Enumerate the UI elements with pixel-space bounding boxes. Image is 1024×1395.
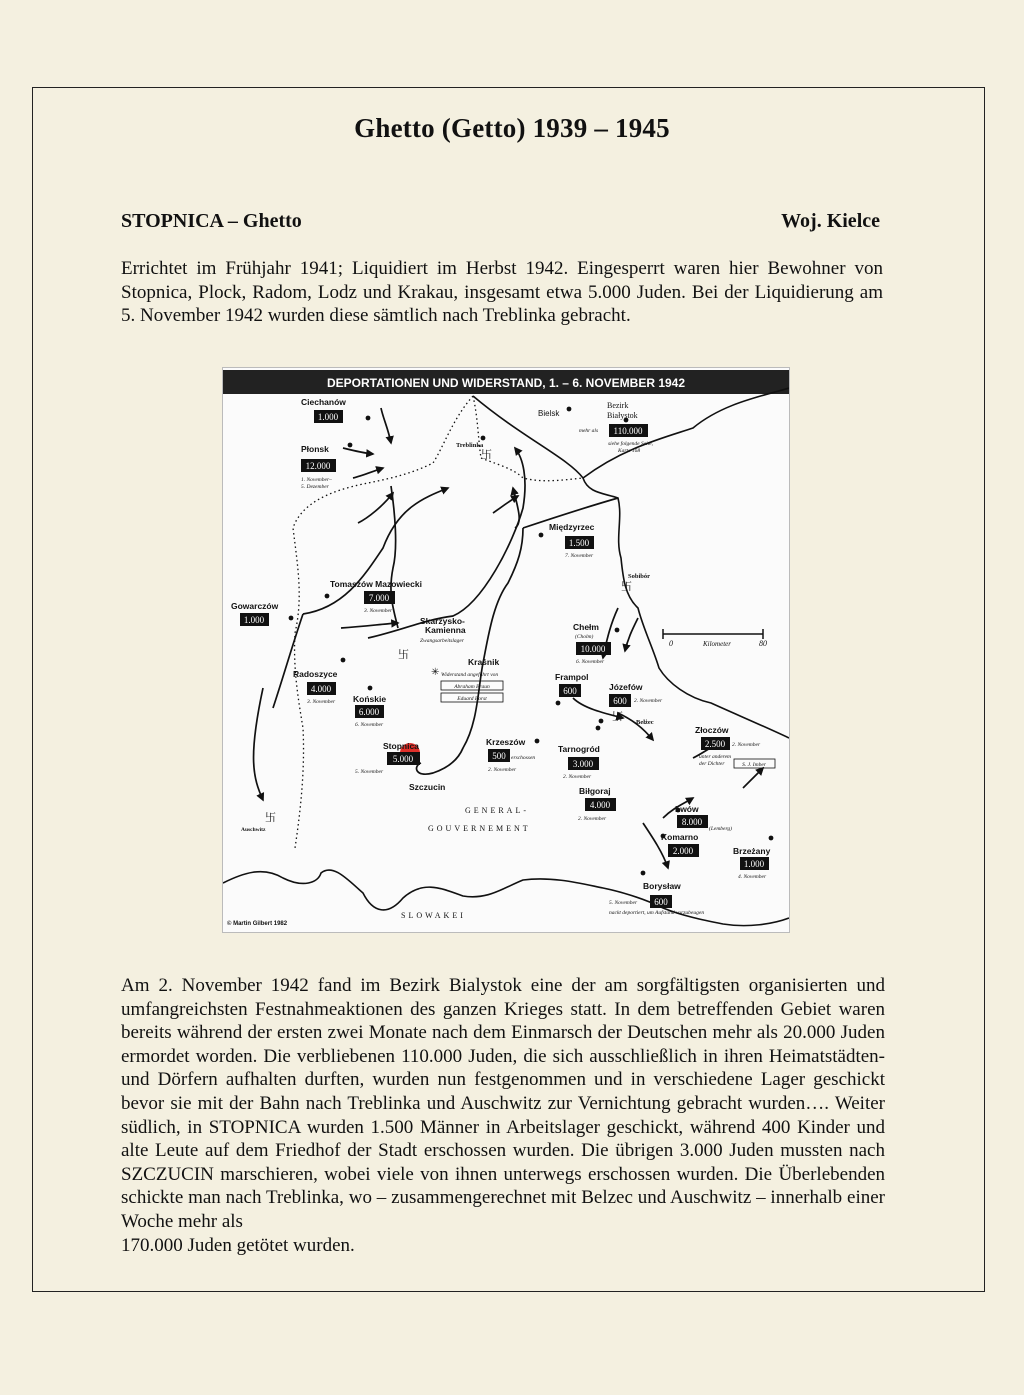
svg-text:3.000: 3.000 xyxy=(572,759,594,769)
svg-text:Sobibór: Sobibór xyxy=(628,573,651,580)
svg-text:卐: 卐 xyxy=(481,449,492,461)
body-paragraph-last-line: 170.000 Juden getötet wurden. xyxy=(121,1234,355,1256)
svg-text:4. November: 4. November xyxy=(738,874,767,880)
map-copyright: © Martin Gilbert 1982 xyxy=(227,921,288,927)
svg-text:1.000: 1.000 xyxy=(243,615,265,625)
svg-text:5. Dezember: 5. Dezember xyxy=(301,484,329,490)
svg-text:卐: 卐 xyxy=(621,581,632,593)
svg-text:(Lemberg): (Lemberg) xyxy=(709,826,733,832)
svg-text:7. November: 7. November xyxy=(565,553,594,559)
svg-text:Tarnogród: Tarnogród xyxy=(558,744,600,754)
svg-text:1.500: 1.500 xyxy=(568,538,590,548)
svg-text:2. November: 2. November xyxy=(563,774,592,780)
svg-text:Skarżysko-: Skarżysko- xyxy=(420,616,465,626)
svg-text:7.000: 7.000 xyxy=(368,593,390,603)
svg-text:Tomaszów Mazowiecki: Tomaszów Mazowiecki xyxy=(330,579,422,589)
svg-text:Międzyrzec: Międzyrzec xyxy=(549,522,595,532)
region-label-top: GENERAL- xyxy=(465,806,529,815)
svg-text:Kilometer: Kilometer xyxy=(703,640,731,648)
svg-text:500: 500 xyxy=(492,751,506,761)
svg-text:5. November: 5. November xyxy=(609,900,638,906)
svg-text:mehr als: mehr als xyxy=(579,428,599,434)
svg-text:110.000: 110.000 xyxy=(613,426,643,436)
svg-text:Abraham Braun: Abraham Braun xyxy=(454,684,490,690)
svg-text:2.000: 2.000 xyxy=(672,846,694,856)
body-paragraph-text: Am 2. November 1942 fand im Bezirk Bialystok eine der am sorgfältigsten organisierten und umfangreichsten Festnahmeaktionen des ganzen Krieges statt. In dem betreffenden Gebiet waren bereits während der ersten zwei Monate nach dem Einmarsch der Deutschen mehr als 20.000 Juden ermordet worden. Die verbliebenen 110.000 Juden, die sich ausschließlich in ihren Heimatstädten- und Dörfern aufhalten durften, wurden nun festgenommen und in verschiedene Lager geschickt bevor sie mit der Bahn nach Treblinka und Auschwitz zur Vernichtung gebracht wurden…. Weiter südlich, in STOPNICA wurden 1.500 Männer in Arbeitslager geschickt, während 400 Kinder und alte Leute auf dem Friedhof der Stadt erschossen wurden. Die übrigen 3.000 Juden mussten nach SZCZUCIN marschieren, wobei viele von ihnen unterwegs erschossen wurden. Die Überlebenden schickte man nach Treblinka, wo – zusammengerechnet mit Belzec und Auschwitz – innerhalb einer Woche mehr als xyxy=(121,975,885,1232)
svg-text:Treblinka: Treblinka xyxy=(456,442,484,449)
svg-text:80: 80 xyxy=(759,639,767,648)
svg-text:Kamienna: Kamienna xyxy=(425,625,466,635)
svg-text:Auschwitz: Auschwitz xyxy=(241,827,266,833)
svg-text:6. November: 6. November xyxy=(576,659,605,665)
svg-text:Bielsk: Bielsk xyxy=(538,409,560,418)
resistance-symbol: ✳ xyxy=(431,667,440,678)
page-title: Ghetto (Getto) 1939 – 1945 xyxy=(354,113,670,143)
svg-text:1.000: 1.000 xyxy=(743,859,765,869)
voivodeship-label: Woj. Kielce xyxy=(781,210,880,232)
svg-text:Eduard Forst: Eduard Forst xyxy=(457,696,487,702)
svg-text:S. J. Imber: S. J. Imber xyxy=(742,762,766,768)
svg-text:1.000: 1.000 xyxy=(317,412,339,422)
svg-text:Biłgoraj: Biłgoraj xyxy=(579,786,611,796)
svg-text:Stopnica: Stopnica xyxy=(383,741,419,751)
svg-text:2. November: 2. November xyxy=(732,742,761,748)
svg-text:der Dichter: der Dichter xyxy=(699,761,725,767)
svg-text:Widerstand angeführt von: Widerstand angeführt von xyxy=(441,672,499,678)
svg-text:600: 600 xyxy=(613,696,627,706)
svg-text:unter anderem: unter anderem xyxy=(699,754,732,760)
svg-text:Bełżec: Bełżec xyxy=(636,719,654,726)
deportation-map xyxy=(222,367,790,933)
svg-text:600: 600 xyxy=(563,686,577,696)
svg-text:(Cholm): (Cholm) xyxy=(575,634,594,640)
svg-text:10.000: 10.000 xyxy=(580,644,606,654)
svg-text:Komarno: Komarno xyxy=(661,832,699,842)
svg-text:Bezirk: Bezirk xyxy=(607,401,629,410)
ghetto-name: STOPNICA – Ghetto xyxy=(121,210,302,232)
svg-text:Krzeszów: Krzeszów xyxy=(486,737,526,747)
svg-text:6.000: 6.000 xyxy=(358,707,380,717)
svg-text:3. November: 3. November xyxy=(307,699,336,705)
svg-text:erschossen: erschossen xyxy=(511,755,536,761)
svg-text:5.000: 5.000 xyxy=(392,754,414,764)
svg-text:Zwangsarbeitslager: Zwangsarbeitslager xyxy=(420,638,465,644)
svg-text:Lwów: Lwów xyxy=(675,804,699,814)
svg-text:卐: 卐 xyxy=(612,711,623,723)
svg-text:Józefów: Józefów xyxy=(609,682,643,692)
svg-text:nackt deportiert, um Aufstand: nackt deportiert, um Aufstand vorzubeugen xyxy=(609,910,705,916)
svg-text:2. November: 2. November xyxy=(578,816,607,822)
svg-text:Złoczów: Złoczów xyxy=(695,725,729,735)
svg-text:2.500: 2.500 xyxy=(704,739,726,749)
svg-text:12.000: 12.000 xyxy=(305,461,331,471)
svg-text:2. November: 2. November xyxy=(488,767,517,773)
body-paragraph xyxy=(121,974,885,1257)
svg-text:4.000: 4.000 xyxy=(310,684,332,694)
svg-text:siehe folgende Seite,: siehe folgende Seite, xyxy=(608,441,654,447)
intro-paragraph: Errichtet im Frühjahr 1941; Liquidiert im Herbst 1942. Eingesperrt waren hier Bewohner von Stopnica, Plock, Radom, Lodz und Krakau, insgesamt etwa 5.000 Juden. Bei der Liquidierung am 5. November 1942 wurden diese sämtlich nach Treblinka gebracht. xyxy=(121,258,883,326)
svg-text:8.000: 8.000 xyxy=(681,817,703,827)
svg-text:Ciechanów: Ciechanów xyxy=(301,397,346,407)
svg-text:卐: 卐 xyxy=(398,649,409,661)
svg-text:0: 0 xyxy=(669,639,673,648)
svg-text:3. November: 3. November xyxy=(364,608,393,614)
svg-text:6. November: 6. November xyxy=(355,722,384,728)
svg-text:Gowarczów: Gowarczów xyxy=(231,601,279,611)
svg-text:Chełm: Chełm xyxy=(573,622,599,632)
svg-text:2. November: 2. November xyxy=(634,698,663,704)
svg-text:Borysław: Borysław xyxy=(643,881,681,891)
svg-text:卐: 卐 xyxy=(265,812,276,824)
svg-text:Białystok: Białystok xyxy=(607,411,638,420)
svg-text:Płonsk: Płonsk xyxy=(301,444,329,454)
svg-text:5. November: 5. November xyxy=(355,769,384,775)
svg-text:Radoszyce: Radoszyce xyxy=(293,669,338,679)
town-dots xyxy=(289,407,774,876)
svg-text:Frampol: Frampol xyxy=(555,672,589,682)
slowakei-label: SLOWAKEI xyxy=(401,911,466,920)
svg-text:Szczucin: Szczucin xyxy=(409,782,446,792)
svg-text:600: 600 xyxy=(654,897,668,907)
svg-text:Końskie: Końskie xyxy=(353,694,387,704)
svg-text:1. November–: 1. November– xyxy=(301,477,332,483)
scale-bar xyxy=(663,629,767,648)
svg-text:Kraśnik: Kraśnik xyxy=(468,657,500,667)
svg-text:Brzeżany: Brzeżany xyxy=(733,846,771,856)
map-title: DEPORTATIONEN UND WIDERSTAND, 1. – 6. NOVEMBER 1942 xyxy=(326,376,686,390)
svg-text:Karte 168: Karte 168 xyxy=(618,448,641,454)
svg-text:4.000: 4.000 xyxy=(589,800,611,810)
region-label-bottom: GOUVERNEMENT xyxy=(428,824,531,833)
